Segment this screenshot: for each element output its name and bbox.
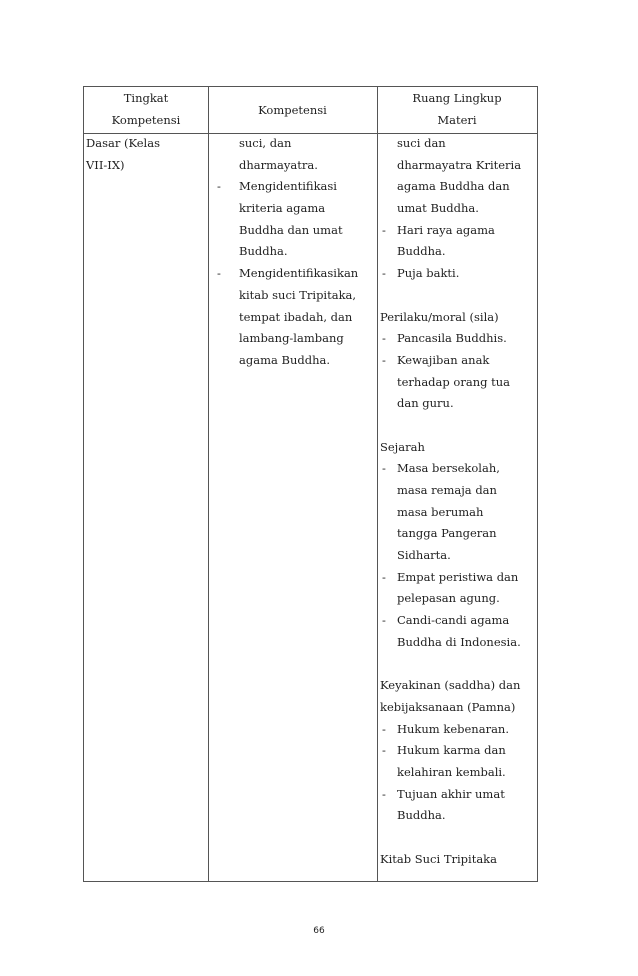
spacer	[380, 654, 538, 676]
line-text: Puja bakti.	[397, 266, 460, 281]
header-line: Tingkat	[123, 91, 169, 105]
text-line	[380, 523, 538, 545]
section-heading	[380, 437, 538, 459]
spacer	[380, 285, 538, 307]
text-line	[380, 632, 538, 654]
line-text: Sidharta.	[397, 548, 451, 563]
line-text: tempat ibadah, dan	[239, 309, 353, 324]
text-line	[380, 805, 538, 827]
line-text: Buddha.	[397, 244, 446, 259]
text-line	[380, 241, 538, 263]
header-ruang-lingkup-materi	[377, 87, 537, 133]
header-line: Materi	[437, 113, 477, 127]
text-line	[380, 133, 538, 155]
line-text: Candi-candi agama	[397, 613, 510, 628]
spacer	[380, 415, 538, 437]
cell-ruang-lingkup-materi	[380, 133, 538, 870]
text-line	[215, 155, 375, 177]
line-text: Mengidentifikasi	[239, 179, 337, 194]
line-text: agama Buddha dan	[397, 179, 510, 194]
line-text: suci dan	[397, 136, 446, 150]
text-line	[380, 545, 538, 567]
line-text: umat Buddha.	[397, 201, 479, 216]
line-text: Buddha.	[239, 244, 288, 259]
curriculum-table	[83, 86, 538, 882]
line-text: kelahiran kembali.	[397, 764, 506, 779]
bullet-marker: -	[382, 569, 386, 584]
line-text: Kitab Suci Tripitaka	[380, 851, 498, 866]
line-text: masa berumah	[397, 504, 484, 519]
page-number: 66	[313, 926, 325, 936]
text-line	[380, 588, 538, 610]
bullet-marker: -	[217, 266, 221, 281]
line-text: masa remaja dan	[397, 483, 497, 497]
header-kompetensi	[208, 87, 377, 133]
text-line	[380, 198, 538, 220]
text-line: VII-IX)	[86, 157, 125, 172]
line-text: Hukum kebenaran.	[397, 721, 509, 736]
line-text: Hari raya agama	[397, 222, 495, 237]
line-text: Empat peristiwa dan	[397, 569, 519, 584]
list-item	[380, 263, 538, 285]
list-item	[380, 740, 538, 762]
text-line	[215, 307, 375, 329]
bullet-marker: -	[382, 721, 386, 736]
bullet-marker: -	[382, 743, 386, 758]
line-text: lambang-lambang	[239, 331, 344, 346]
line-text: dharmayatra.	[239, 157, 318, 172]
list-item	[380, 458, 538, 480]
line-text: Keyakinan (saddha) dan	[380, 678, 521, 693]
header-line: Kompetensi	[111, 113, 181, 127]
bullet-marker: -	[382, 331, 386, 346]
line-text: Buddha.	[397, 808, 446, 823]
bullet-marker: -	[382, 222, 386, 237]
line-text: kebijaksanaan (Pamna)	[380, 699, 516, 714]
section-heading	[380, 849, 538, 871]
section-heading	[380, 697, 538, 719]
text-line	[215, 285, 375, 307]
bullet-marker: -	[382, 461, 386, 476]
line-text: Buddha di Indonesia.	[397, 634, 521, 649]
line-text: Mengidentifikasikan	[239, 266, 359, 281]
header-line: Ruang Lingkup	[412, 91, 502, 105]
line-text: dharmayatra Kriteria	[397, 157, 522, 172]
bullet-marker: -	[217, 179, 221, 194]
header-tingkat-kompetensi	[84, 87, 208, 133]
line-text: Masa bersekolah,	[397, 461, 500, 476]
line-text: kriteria agama	[239, 201, 326, 216]
line-text: pelepasan agung.	[397, 591, 500, 606]
text-line	[215, 241, 375, 263]
line-text: kitab suci Tripitaka,	[239, 287, 357, 302]
line-text: tangga Pangeran	[397, 526, 497, 541]
section-heading	[380, 307, 538, 329]
text-line	[380, 176, 538, 198]
cell-kompetensi	[215, 133, 375, 372]
line-text: Buddha dan umat	[239, 222, 343, 237]
list-item	[380, 784, 538, 806]
cell-tingkat-kompetensi	[86, 133, 206, 176]
text-line	[380, 393, 538, 415]
list-item	[380, 719, 538, 741]
line-text: Hukum karma dan	[397, 743, 506, 758]
bullet-marker: -	[382, 786, 386, 801]
text-line: Dasar (Kelas	[86, 136, 160, 150]
list-item	[380, 567, 538, 589]
text-line	[380, 762, 538, 784]
bullet-marker: -	[382, 266, 386, 281]
spacer	[380, 827, 538, 849]
text-line	[215, 220, 375, 242]
text-line	[380, 155, 538, 177]
text-line	[215, 328, 375, 350]
text-line	[215, 198, 375, 220]
bullet-marker: -	[382, 352, 386, 367]
line-text: dan guru.	[397, 396, 454, 411]
section-heading	[380, 675, 538, 697]
line-text: Kewajiban anak	[397, 352, 490, 367]
list-item	[215, 176, 375, 198]
text-line	[380, 502, 538, 524]
line-text: Pancasila Buddhis.	[397, 331, 507, 346]
line-text: terhadap orang tua	[397, 374, 511, 389]
header-line: Kompetensi	[258, 103, 327, 117]
text-line	[380, 372, 538, 394]
line-text: suci, dan	[239, 136, 292, 150]
list-item	[380, 220, 538, 242]
list-item	[380, 350, 538, 372]
text-line	[215, 133, 375, 155]
list-item	[215, 263, 375, 285]
column-divider-2	[377, 87, 378, 881]
text-line	[215, 350, 375, 372]
list-item	[380, 610, 538, 632]
bullet-marker: -	[382, 613, 386, 628]
line-text: Tujuan akhir umat	[397, 786, 505, 801]
column-divider-1	[208, 87, 209, 881]
line-text: Sejarah	[380, 439, 425, 454]
line-text: agama Buddha.	[239, 352, 330, 367]
line-text: Perilaku/moral (sila)	[380, 309, 499, 324]
list-item	[380, 328, 538, 350]
text-line	[380, 480, 538, 502]
